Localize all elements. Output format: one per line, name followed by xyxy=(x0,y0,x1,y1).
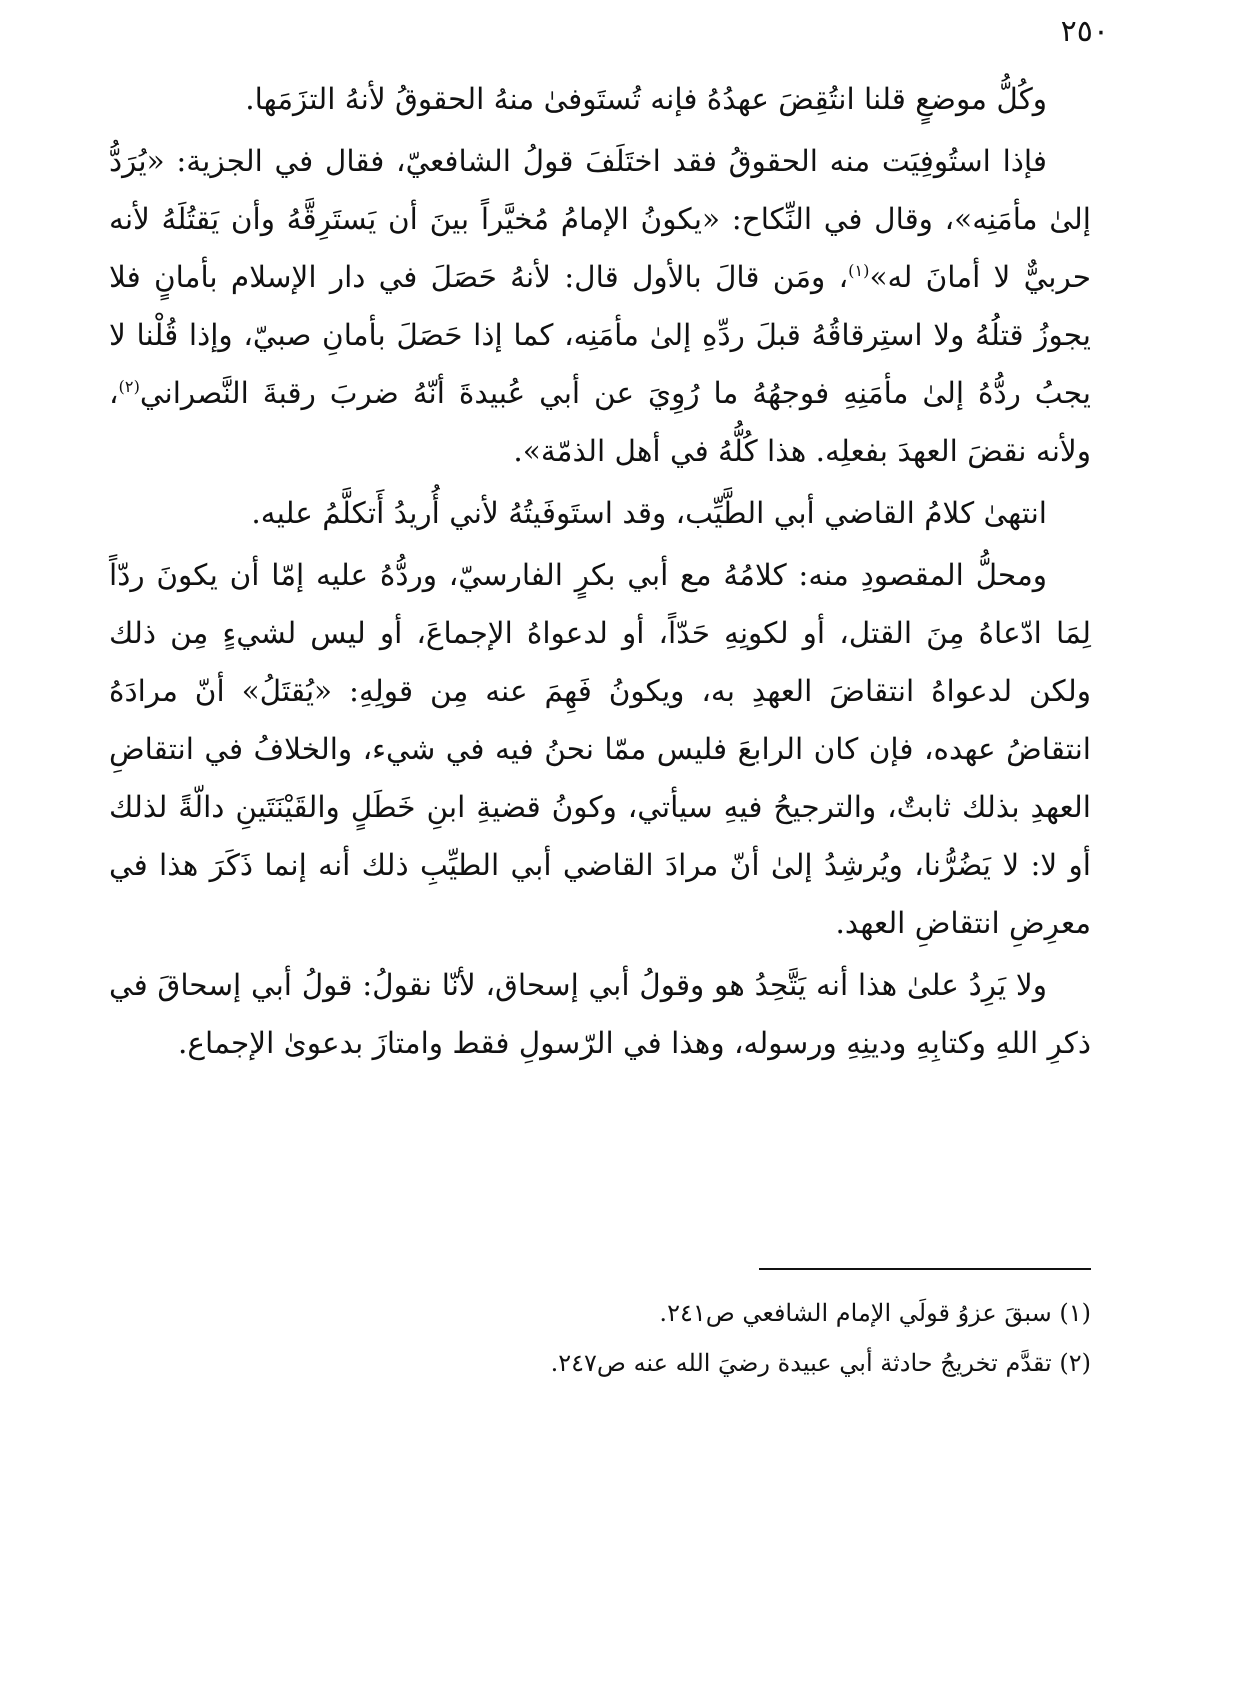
paragraph-2 xyxy=(109,132,1091,480)
paragraph-2-part-a: فإذا استُوفِيَت منه الحقوقُ فقد اختَلَفَ قولُ الشافعيّ، فقال في الجزية: «يُرَدُّ إلىٰ مأمَنِه»، وقال في النِّكاح: «يكونُ الإمامُ مُخيَّراً بينَ أن يَستَرِقَّهُ وأن يَقتُلَهُ لأنه حربيٌّ لا أمانَ له» xyxy=(109,144,1091,294)
footnote-2: (٢) تقدَّم تخريجُ حادثة أبي عبيدة رضيَ الله عنه ص٢٤٧. xyxy=(550,1349,1091,1377)
paragraph-4: ومحلُّ المقصودِ منه: كلامُهُ مع أبي بكرٍ الفارسيّ، وردُّهُ عليه إمّا أن يكونَ ردّاً لِمَا ادّعاهُ مِنَ القتل، أو لكونِهِ حَدّاً، أو لدعواهُ الإجماعَ، أو ليس لشيءٍ مِن ذلك ولكن لدعواهُ انتقاضَ العهدِ به، ويكونُ فَهِمَ عنه مِن قولِهِ: «يُقتَلُ» أنّ مرادَهُ انتقاضُ عهده، فإن كان الرابعَ فليس ممّا نحنُ فيه في شيء، والخلافُ في انتقاضِ العهدِ بذلك ثابتٌ، والترجيحُ فيهِ سيأتي، وكونُ قضيةِ ابنِ خَطَلٍ والقَيْنَتَينِ دالّةً لذلك أو لا: لا يَضُرُّنا، ويُرشِدُ إلىٰ أنّ مرادَ القاضي أبي الطيِّبِ ذلك أنه إنما ذَكَرَ هذا في معرِضِ انتقاضِ العهد. xyxy=(109,558,1091,940)
footnote-divider xyxy=(759,1268,1091,1270)
paragraph-3: انتهىٰ كلامُ القاضي أبي الطَّيِّب، وقد استَوفَيتُهُ لأني أُريدُ أَتكلَّمُ عليه. xyxy=(251,496,1047,530)
paragraph-2-part-b: ، ومَن قالَ بالأول قال: لأنهُ حَصَلَ في دار الإسلام بأمانٍ فلا يجوزُ قتلُهُ ولا استِرقاقُهُ قبلَ ردِّهِ إلىٰ مأمَنِه، كما إذا حَصَلَ بأمانِ صبيّ، وإذا قُلْنا لا يجبُ ردُّهُ إلىٰ مأمَنِهِ فوجهُهُ ما رُوِيَ عن أبي عُبيدةَ أنّهُ ضربَ رقبةَ النَّصراني xyxy=(109,260,1091,410)
footnote-1: (١) سبقَ عزوُ قولَي الإمام الشافعي ص٢٤١. xyxy=(659,1299,1091,1327)
paragraph-2-part-c: ، ولأنه نقضَ العهدَ بفعلِه. هذا كُلُّهُ في أهل الذمّة». xyxy=(109,376,1091,468)
paragraph-5: ولا يَرِدُ علىٰ هذا أنه يَتَّحِدُ هو وقولُ أبي إسحاق، لأنّا نقولُ: قولُ أبي إسحاقَ في ذكرِ اللهِ وكتابِهِ ودينِهِ ورسوله، وهذا في الرّسولِ فقط وامتازَ بدعوىٰ الإجماع. xyxy=(109,968,1091,1060)
footnote-ref-2[interactable]: (٢) xyxy=(118,377,140,397)
main-text xyxy=(109,70,1091,1076)
footnote-ref-1[interactable]: (١) xyxy=(848,261,870,281)
footnotes xyxy=(109,1288,1091,1388)
paragraph-1: وكُلُّ موضعٍ قلنا انتُقِضَ عهدُهُ فإنه تُستَوفىٰ منهُ الحقوقُ لأنهُ التزَمَها. xyxy=(245,82,1047,116)
page-number: ٢٥٠ xyxy=(1060,14,1109,49)
